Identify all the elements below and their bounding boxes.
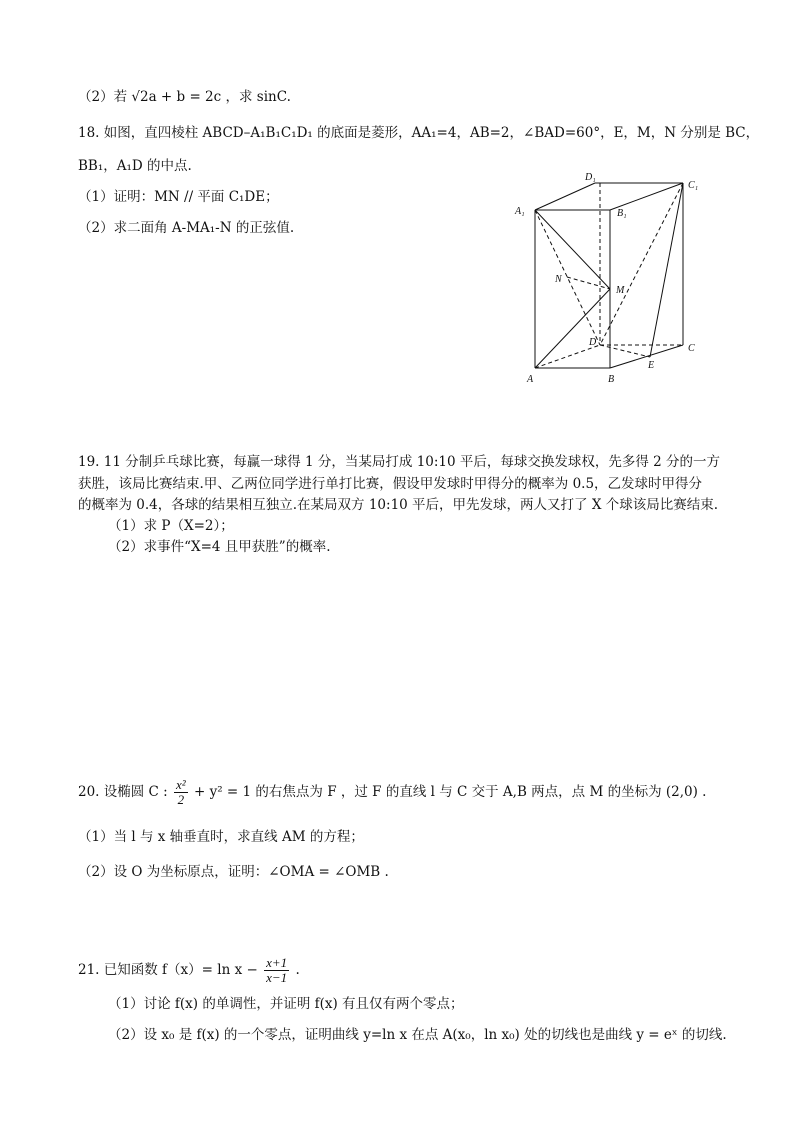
p21-part1: （1）讨论 f(x) 的单调性，并证明 f(x) 有且仅有两个零点； — [108, 996, 464, 1012]
p20-prefix: 20. 设椭圆 C : — [78, 784, 168, 800]
label-A: A — [527, 374, 534, 385]
p17-part2: （2）若 √2a + b = 2c ，求 sinC. — [78, 89, 291, 105]
p20-rest: + y² = 1 的右焦点为 F ，过 F 的直线 l 与 C 交于 A,B 两点，点 M 的坐标为 (2,0) . — [194, 784, 707, 800]
p21-fraction — [264, 956, 289, 985]
p18-statement-line1: 18. 如图，直四棱柱 ABCD–A₁B₁C₁D₁ 的底面是菱形，AA₁=4，AB=2，∠BAD=60°，E，M，N 分别是 BC， — [78, 125, 760, 141]
prism-diagram — [505, 170, 715, 395]
p19-statement-line3: 的概率为 0.4，各球的结果相互独立.在某局双方 10:10 平后，甲先发球，两人又打了 X 个球该局比赛结束. — [78, 497, 719, 513]
p20-part1: （1）当 l 与 x 轴垂直时，求直线 AM 的方程； — [78, 829, 364, 845]
p19-statement-line1: 19. 11 分制乒乓球比赛，每赢一球得 1 分，当某局打成 10:10 平后，每球交换发球权，先多得 2 分的一方 — [78, 454, 721, 470]
p20-statement — [78, 778, 706, 807]
p21-part2: （2）设 x₀ 是 f(x) 的一个零点，证明曲线 y=ln x 在点 A(x₀，ln x₀) 处的切线也是曲线 y = eˣ 的切线. — [108, 1027, 727, 1043]
p18-statement-line2: BB₁，A₁D 的中点. — [78, 158, 192, 174]
p19-statement-line2: 获胜，该局比赛结束.甲、乙两位同学进行单打比赛，假设甲发球时甲得分的概率为 0.5，乙发球时甲得分 — [78, 476, 703, 492]
label-C: C — [688, 343, 695, 354]
label-B1: B₁ — [617, 208, 627, 219]
p20-part2: （2）设 O 为坐标原点，证明：∠OMA = ∠OMB . — [78, 864, 389, 880]
p19-part1: （1）求 P（X=2）； — [108, 518, 234, 534]
p18-part2: （2）求二面角 A-MA₁-N 的正弦值. — [78, 220, 295, 236]
label-E: E — [648, 360, 655, 371]
p20-frac-num: x² — [176, 777, 186, 792]
label-B: B — [608, 374, 615, 385]
p20-fraction — [174, 778, 188, 807]
label-N: N — [555, 274, 562, 285]
p20-frac-den: 2 — [177, 792, 185, 807]
p21-frac-num: x+1 — [266, 955, 288, 970]
label-M: M — [616, 285, 625, 296]
label-A1: A₁ — [515, 206, 525, 217]
p21-frac-den: x−1 — [266, 970, 288, 985]
p19-part2: （2）求事件“X=4 且甲获胜”的概率. — [108, 539, 331, 555]
label-D1: D₁ — [585, 172, 596, 183]
label-C1: C₁ — [688, 180, 699, 191]
p21-statement — [78, 956, 300, 985]
label-D: D — [589, 337, 597, 348]
prism-figure — [505, 170, 715, 395]
p18-part1: （1）证明：MN // 平面 C₁DE； — [78, 189, 279, 205]
p21-prefix: 21. 已知函数 f（x）= ln x − — [78, 962, 258, 978]
p21-suffix: . — [295, 962, 300, 978]
